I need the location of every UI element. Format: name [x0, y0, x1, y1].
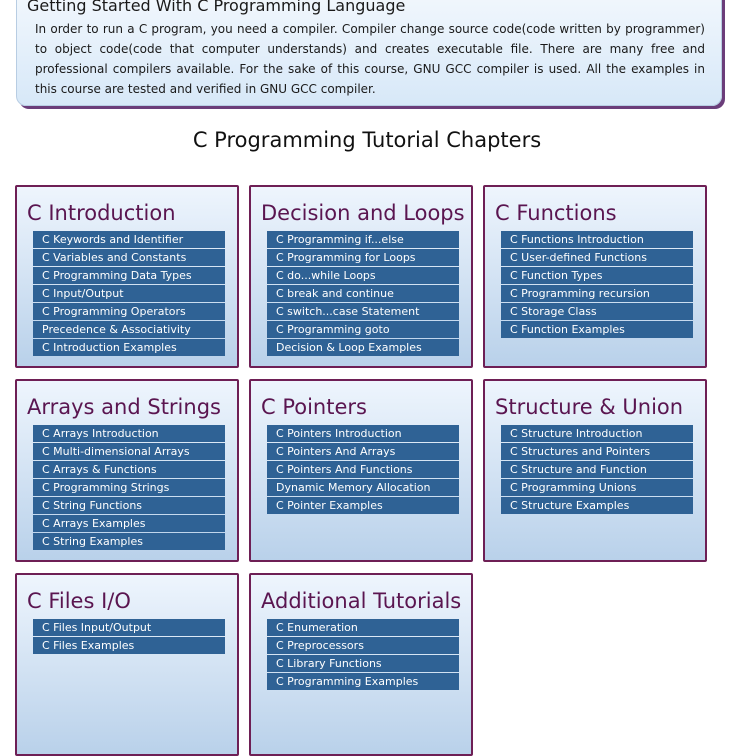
chapter-link[interactable]: C Preprocessors: [267, 637, 459, 654]
chapter-link[interactable]: Decision & Loop Examples: [267, 339, 459, 356]
chapter-card-title[interactable]: C Functions: [495, 201, 617, 225]
chapter-card-title[interactable]: C Files I/O: [27, 589, 131, 613]
chapter-link[interactable]: C do...while Loops: [267, 267, 459, 284]
chapter-link[interactable]: C Pointer Examples: [267, 497, 459, 514]
chapter-card-title[interactable]: Decision and Loops: [261, 201, 465, 225]
chapter-link[interactable]: C switch...case Statement: [267, 303, 459, 320]
chapter-link[interactable]: Dynamic Memory Allocation: [267, 479, 459, 496]
chapter-card: [249, 379, 473, 562]
chapter-link[interactable]: C Structure Introduction: [501, 425, 693, 442]
chapter-link[interactable]: C break and continue: [267, 285, 459, 302]
chapter-link[interactable]: C Structure Examples: [501, 497, 693, 514]
chapters-title: C Programming Tutorial Chapters: [192, 128, 542, 152]
chapter-card-title[interactable]: Arrays and Strings: [27, 395, 221, 419]
intro-text: In order to run a C program, you need a compiler. Compiler change source code(code written by programmer) to object code(code that computer understands) and creates executable file. There are many free and professional compilers available. For the sake of this course, GNU GCC compiler is used. All the examples in this course are tested and verified in GNU GCC compiler.: [35, 22, 705, 96]
chapter-link[interactable]: C Variables and Constants: [33, 249, 225, 266]
chapter-link[interactable]: C Library Functions: [267, 655, 459, 672]
chapter-link[interactable]: C String Examples: [33, 533, 225, 550]
chapter-link[interactable]: C Enumeration: [267, 619, 459, 636]
chapter-link-list: [33, 619, 225, 655]
chapter-link[interactable]: C Programming Unions: [501, 479, 693, 496]
chapter-link[interactable]: C Keywords and Identifier: [33, 231, 225, 248]
chapter-link[interactable]: C Function Examples: [501, 321, 693, 338]
chapter-link[interactable]: Precedence & Associativity: [33, 321, 225, 338]
chapter-card: [15, 185, 239, 368]
chapter-link[interactable]: C Arrays & Functions: [33, 461, 225, 478]
chapter-link[interactable]: C Programming goto: [267, 321, 459, 338]
chapter-card-title[interactable]: Additional Tutorials: [261, 589, 462, 613]
chapter-card: [15, 573, 239, 756]
chapter-link[interactable]: C Files Examples: [33, 637, 225, 654]
chapter-link[interactable]: C Arrays Examples: [33, 515, 225, 532]
chapter-link[interactable]: C Multi-dimensional Arrays: [33, 443, 225, 460]
chapter-link[interactable]: C Files Input/Output: [33, 619, 225, 636]
chapter-link[interactable]: C Functions Introduction: [501, 231, 693, 248]
chapter-link[interactable]: C Storage Class: [501, 303, 693, 320]
chapter-link-list: [267, 619, 459, 691]
chapter-card: [483, 185, 707, 368]
chapter-link-list: [267, 425, 459, 515]
chapter-link[interactable]: C User-defined Functions: [501, 249, 693, 266]
chapter-link-list: [33, 231, 225, 357]
chapter-link[interactable]: C Pointers Introduction: [267, 425, 459, 442]
chapter-link[interactable]: C Structure and Function: [501, 461, 693, 478]
chapter-link[interactable]: C Function Types: [501, 267, 693, 284]
chapter-link[interactable]: C Programming Strings: [33, 479, 225, 496]
chapter-link[interactable]: C Pointers And Functions: [267, 461, 459, 478]
chapter-link-list: [501, 425, 693, 515]
chapter-link[interactable]: C Pointers And Arrays: [267, 443, 459, 460]
chapter-link[interactable]: C Programming recursion: [501, 285, 693, 302]
chapter-card: [249, 573, 473, 756]
chapter-link[interactable]: C Programming Examples: [267, 673, 459, 690]
chapter-link[interactable]: C String Functions: [33, 497, 225, 514]
chapter-link-list: [501, 231, 693, 339]
chapter-card-title[interactable]: C Pointers: [261, 395, 367, 419]
chapter-link-list: [33, 425, 225, 551]
intro-box: [16, 0, 722, 106]
chapter-link[interactable]: C Structures and Pointers: [501, 443, 693, 460]
chapter-link[interactable]: C Programming Data Types: [33, 267, 225, 284]
chapter-card: [15, 379, 239, 562]
chapter-card: [249, 185, 473, 368]
chapter-card-title[interactable]: Structure & Union: [495, 395, 684, 419]
chapter-card: [483, 379, 707, 562]
chapter-link[interactable]: C Programming if...else: [267, 231, 459, 248]
chapter-link[interactable]: C Arrays Introduction: [33, 425, 225, 442]
chapter-link[interactable]: C Introduction Examples: [33, 339, 225, 356]
chapter-link[interactable]: C Input/Output: [33, 285, 225, 302]
chapter-link[interactable]: C Programming for Loops: [267, 249, 459, 266]
intro-heading: Getting Started With C Programming Language: [27, 0, 406, 15]
chapter-link-list: [267, 231, 459, 357]
chapter-card-title[interactable]: C Introduction: [27, 201, 176, 225]
chapter-link[interactable]: C Programming Operators: [33, 303, 225, 320]
